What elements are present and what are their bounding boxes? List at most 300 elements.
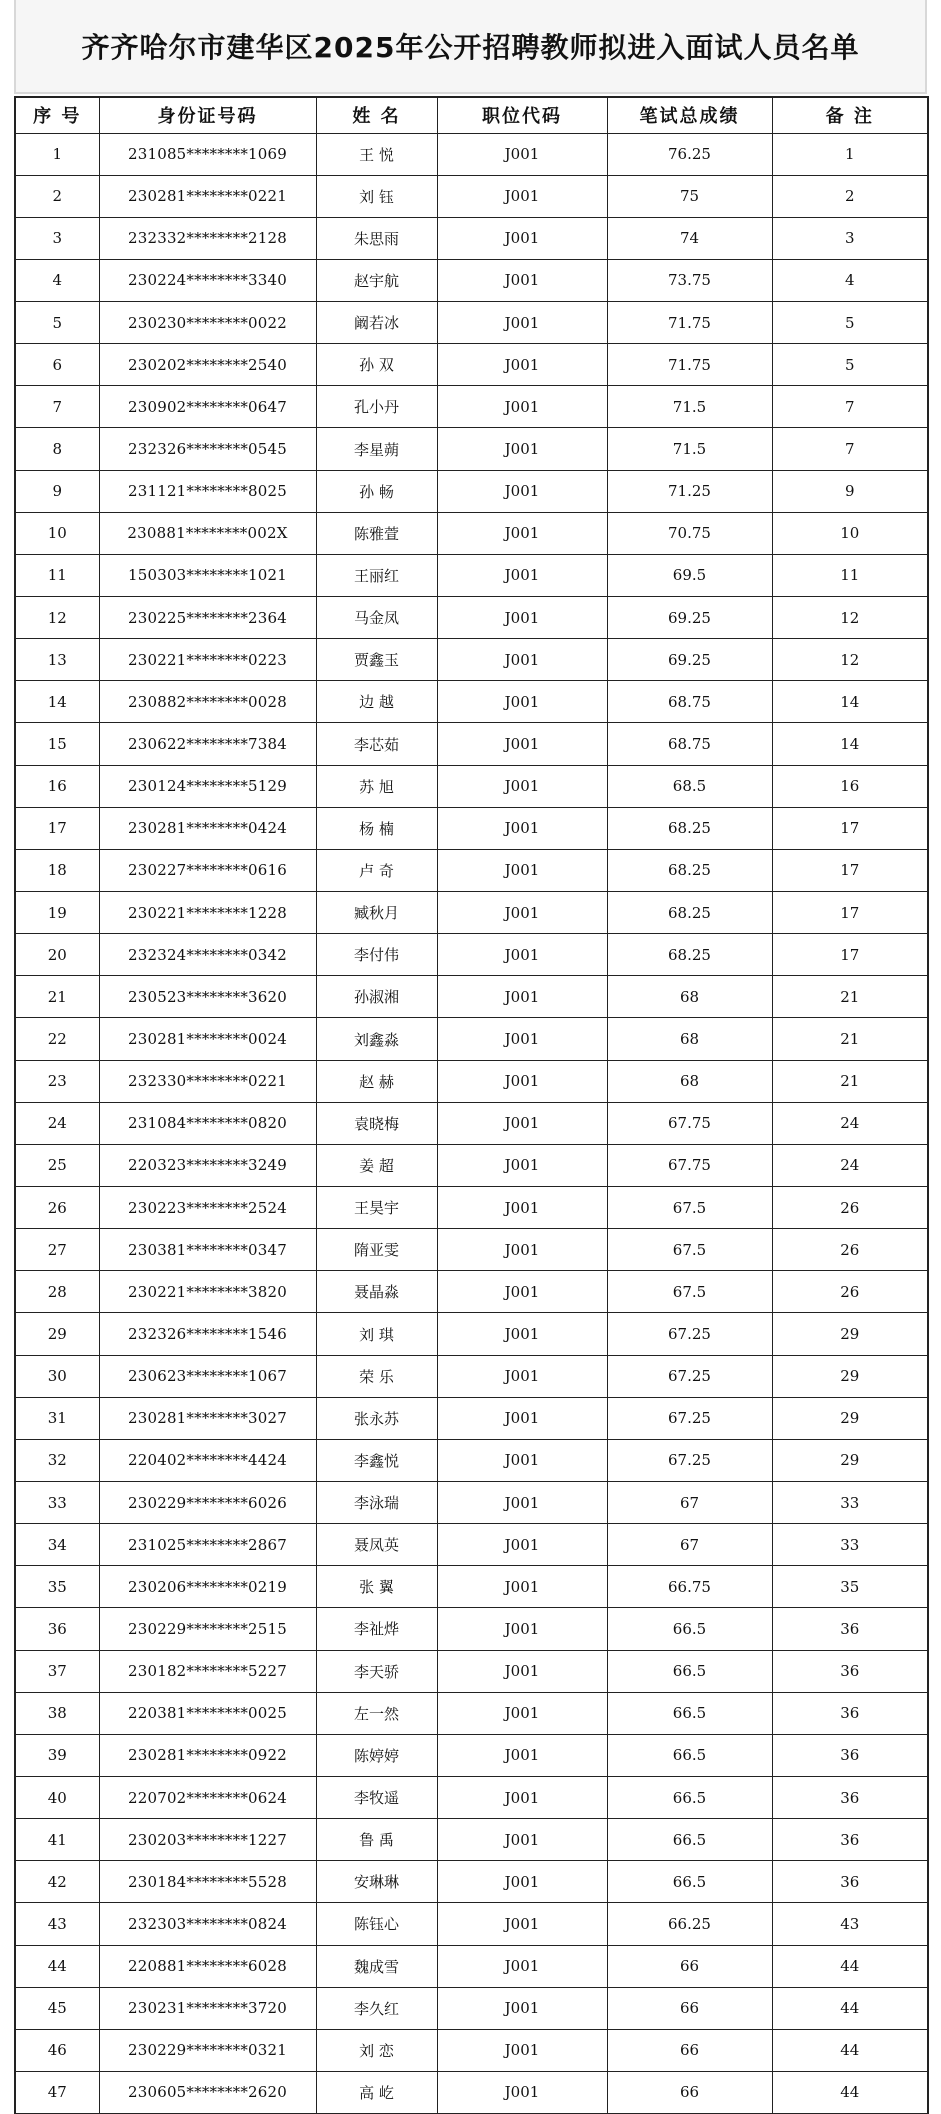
table-row [15,2071,928,2113]
cell-seq: 14 [15,681,99,723]
cell-score: 67.25 [607,1439,772,1481]
cell-seq: 18 [15,849,99,891]
cell-position: J001 [437,723,607,765]
cell-note: 29 [772,1313,928,1355]
cell-id: 220881********6028 [99,1945,316,1987]
cell-position: J001 [437,2029,607,2071]
cell-id: 230202********2540 [99,344,316,386]
cell-id: 230281********0221 [99,175,316,217]
cell-seq: 34 [15,1524,99,1566]
cell-seq: 3 [15,217,99,259]
table-row [15,765,928,807]
cell-score: 69.25 [607,639,772,681]
cell-note: 36 [772,1734,928,1776]
cell-position: J001 [437,175,607,217]
cell-seq: 33 [15,1482,99,1524]
cell-position: J001 [437,133,607,175]
table-row [15,849,928,891]
cell-score: 67.5 [607,1229,772,1271]
cell-position: J001 [437,344,607,386]
cell-seq: 23 [15,1060,99,1102]
cell-id: 230281********0424 [99,807,316,849]
cell-id: 230221********3820 [99,1271,316,1313]
table-row [15,1018,928,1060]
cell-note: 36 [772,1650,928,1692]
cell-id: 230622********7384 [99,723,316,765]
cell-id: 230182********5227 [99,1650,316,1692]
cell-id: 230229********2515 [99,1608,316,1650]
table-row [15,259,928,301]
cell-name: 刘鑫淼 [316,1018,437,1060]
cell-score: 68.75 [607,723,772,765]
table-row [15,1229,928,1271]
cell-note: 26 [772,1187,928,1229]
table-row [15,639,928,681]
cell-note: 14 [772,681,928,723]
cell-note: 35 [772,1566,928,1608]
cell-seq: 43 [15,1903,99,1945]
cell-score: 68.25 [607,849,772,891]
cell-position: J001 [437,976,607,1018]
cell-position: J001 [437,1566,607,1608]
cell-seq: 42 [15,1861,99,1903]
cell-position: J001 [437,1608,607,1650]
cell-seq: 21 [15,976,99,1018]
cell-seq: 29 [15,1313,99,1355]
cell-position: J001 [437,2071,607,2113]
candidate-table [14,96,929,2114]
table-row [15,386,928,428]
cell-name: 左一然 [316,1692,437,1734]
cell-position: J001 [437,765,607,807]
table-header-row [15,97,928,133]
cell-position: J001 [437,1271,607,1313]
cell-score: 68.25 [607,934,772,976]
cell-id: 232326********1546 [99,1313,316,1355]
cell-id: 231085********1069 [99,133,316,175]
table-row [15,1861,928,1903]
cell-score: 71.75 [607,302,772,344]
cell-seq: 17 [15,807,99,849]
cell-note: 21 [772,1018,928,1060]
cell-position: J001 [437,1987,607,2029]
table-row [15,1903,928,1945]
cell-score: 66 [607,2029,772,2071]
cell-position: J001 [437,1650,607,1692]
cell-note: 36 [772,1608,928,1650]
cell-name: 魏成雪 [316,1945,437,1987]
cell-seq: 39 [15,1734,99,1776]
cell-score: 68.25 [607,892,772,934]
cell-note: 44 [772,1987,928,2029]
cell-note: 14 [772,723,928,765]
cell-position: J001 [437,1355,607,1397]
cell-note: 26 [772,1271,928,1313]
cell-id: 230230********0022 [99,302,316,344]
cell-score: 69.25 [607,597,772,639]
cell-position: J001 [437,217,607,259]
cell-position: J001 [437,1102,607,1144]
table-row [15,892,928,934]
cell-note: 12 [772,597,928,639]
cell-seq: 13 [15,639,99,681]
cell-position: J001 [437,1861,607,1903]
cell-position: J001 [437,1144,607,1186]
cell-score: 68 [607,1018,772,1060]
cell-id: 232326********0545 [99,428,316,470]
cell-id: 231121********8025 [99,470,316,512]
cell-name: 张 翼 [316,1566,437,1608]
cell-name: 刘 钰 [316,175,437,217]
cell-note: 9 [772,470,928,512]
cell-name: 臧秋月 [316,892,437,934]
cell-score: 66.25 [607,1903,772,1945]
table-row [15,681,928,723]
cell-note: 36 [772,1692,928,1734]
cell-seq: 24 [15,1102,99,1144]
title-box [14,0,927,94]
cell-seq: 32 [15,1439,99,1481]
cell-seq: 9 [15,470,99,512]
cell-score: 66.75 [607,1566,772,1608]
cell-id: 220402********4424 [99,1439,316,1481]
cell-score: 66.5 [607,1819,772,1861]
cell-name: 李星蒴 [316,428,437,470]
cell-id: 232324********0342 [99,934,316,976]
cell-score: 68.75 [607,681,772,723]
table-row [15,554,928,596]
table-row [15,1102,928,1144]
cell-note: 29 [772,1397,928,1439]
cell-seq: 27 [15,1229,99,1271]
cell-seq: 37 [15,1650,99,1692]
cell-name: 王丽红 [316,554,437,596]
page-title: 齐齐哈尔市建华区2025年公开招聘教师拟进入面试人员名单 [81,31,860,64]
cell-score: 70.75 [607,512,772,554]
cell-seq: 12 [15,597,99,639]
cell-note: 44 [772,1945,928,1987]
cell-note: 7 [772,428,928,470]
cell-id: 220702********0624 [99,1776,316,1818]
cell-seq: 35 [15,1566,99,1608]
cell-position: J001 [437,1060,607,1102]
cell-note: 44 [772,2029,928,2071]
table-row [15,1482,928,1524]
cell-score: 71.75 [607,344,772,386]
cell-seq: 25 [15,1144,99,1186]
cell-name: 隋亚雯 [316,1229,437,1271]
cell-name: 孙 双 [316,344,437,386]
table-row [15,1608,928,1650]
table-row [15,512,928,554]
cell-name: 聂晶淼 [316,1271,437,1313]
cell-id: 230206********0219 [99,1566,316,1608]
cell-score: 67.25 [607,1355,772,1397]
cell-name: 李芯茹 [316,723,437,765]
cell-note: 12 [772,639,928,681]
cell-position: J001 [437,597,607,639]
cell-seq: 8 [15,428,99,470]
cell-id: 231025********2867 [99,1524,316,1566]
cell-seq: 45 [15,1987,99,2029]
cell-note: 29 [772,1439,928,1481]
cell-note: 43 [772,1903,928,1945]
cell-score: 71.5 [607,386,772,428]
header-note: 备 注 [772,97,928,133]
cell-position: J001 [437,554,607,596]
table-row [15,1566,928,1608]
cell-position: J001 [437,1945,607,1987]
table-row [15,217,928,259]
table-row [15,428,928,470]
cell-name: 杨 楠 [316,807,437,849]
cell-score: 68 [607,976,772,1018]
cell-name: 孙淑湘 [316,976,437,1018]
cell-position: J001 [437,470,607,512]
table-row [15,1819,928,1861]
cell-note: 17 [772,892,928,934]
cell-score: 68.25 [607,807,772,849]
cell-id: 231084********0820 [99,1102,316,1144]
cell-seq: 26 [15,1187,99,1229]
cell-seq: 30 [15,1355,99,1397]
cell-name: 刘 琪 [316,1313,437,1355]
cell-name: 李鑫悦 [316,1439,437,1481]
cell-note: 5 [772,302,928,344]
cell-score: 67.5 [607,1271,772,1313]
cell-name: 苏 旭 [316,765,437,807]
table-row [15,1060,928,1102]
cell-note: 7 [772,386,928,428]
cell-name: 孔小丹 [316,386,437,428]
cell-note: 24 [772,1144,928,1186]
table-row [15,1355,928,1397]
table-row [15,934,928,976]
cell-position: J001 [437,892,607,934]
cell-id: 220381********0025 [99,1692,316,1734]
cell-position: J001 [437,1439,607,1481]
cell-position: J001 [437,1187,607,1229]
cell-id: 230227********0616 [99,849,316,891]
table-row [15,2029,928,2071]
cell-position: J001 [437,386,607,428]
cell-note: 17 [772,849,928,891]
cell-name: 贾鑫玉 [316,639,437,681]
cell-id: 232330********0221 [99,1060,316,1102]
cell-name: 阚若冰 [316,302,437,344]
cell-id: 230605********2620 [99,2071,316,2113]
cell-id: 230281********0922 [99,1734,316,1776]
cell-name: 鲁 禹 [316,1819,437,1861]
cell-score: 71.5 [607,428,772,470]
cell-score: 75 [607,175,772,217]
cell-score: 66.5 [607,1861,772,1903]
cell-score: 66.5 [607,1734,772,1776]
cell-seq: 41 [15,1819,99,1861]
table-row [15,1313,928,1355]
cell-position: J001 [437,1018,607,1060]
cell-name: 张永苏 [316,1397,437,1439]
cell-id: 230281********3027 [99,1397,316,1439]
cell-score: 66 [607,2071,772,2113]
header-id: 身份证号码 [99,97,316,133]
cell-name: 李牧遥 [316,1776,437,1818]
table-row [15,1945,928,1987]
header-score: 笔试总成绩 [607,97,772,133]
cell-score: 66.5 [607,1608,772,1650]
cell-note: 36 [772,1819,928,1861]
cell-note: 44 [772,2071,928,2113]
cell-note: 5 [772,344,928,386]
cell-name: 姜 超 [316,1144,437,1186]
cell-id: 230124********5129 [99,765,316,807]
cell-id: 230882********0028 [99,681,316,723]
cell-score: 67.5 [607,1187,772,1229]
cell-note: 33 [772,1524,928,1566]
cell-name: 卢 奇 [316,849,437,891]
cell-id: 230623********1067 [99,1355,316,1397]
cell-id: 230881********002X [99,512,316,554]
table-row [15,1397,928,1439]
cell-note: 1 [772,133,928,175]
cell-name: 安琳琳 [316,1861,437,1903]
cell-id: 230224********3340 [99,259,316,301]
table-row [15,723,928,765]
table-row [15,1734,928,1776]
cell-id: 230523********3620 [99,976,316,1018]
cell-position: J001 [437,639,607,681]
cell-name: 赵 赫 [316,1060,437,1102]
table-row [15,1439,928,1481]
cell-position: J001 [437,1734,607,1776]
cell-position: J001 [437,1397,607,1439]
cell-position: J001 [437,1819,607,1861]
cell-seq: 28 [15,1271,99,1313]
cell-score: 68 [607,1060,772,1102]
cell-seq: 20 [15,934,99,976]
cell-seq: 11 [15,554,99,596]
cell-note: 26 [772,1229,928,1271]
cell-id: 230229********0321 [99,2029,316,2071]
cell-score: 67 [607,1482,772,1524]
cell-id: 230221********0223 [99,639,316,681]
table-row [15,344,928,386]
cell-note: 24 [772,1102,928,1144]
cell-name: 朱思雨 [316,217,437,259]
table-row [15,1776,928,1818]
cell-name: 李久红 [316,1987,437,2029]
cell-name: 王 悦 [316,133,437,175]
cell-note: 29 [772,1355,928,1397]
cell-name: 赵宇航 [316,259,437,301]
cell-note: 33 [772,1482,928,1524]
cell-id: 230221********1228 [99,892,316,934]
cell-score: 67.75 [607,1144,772,1186]
cell-note: 17 [772,807,928,849]
header-position: 职位代码 [437,97,607,133]
cell-name: 王昊宇 [316,1187,437,1229]
cell-score: 74 [607,217,772,259]
cell-id: 230902********0647 [99,386,316,428]
cell-position: J001 [437,1524,607,1566]
header-seq: 序 号 [15,97,99,133]
cell-seq: 7 [15,386,99,428]
cell-position: J001 [437,259,607,301]
cell-name: 陈雅萱 [316,512,437,554]
cell-score: 66 [607,1987,772,2029]
cell-score: 66.5 [607,1650,772,1692]
cell-name: 李付伟 [316,934,437,976]
cell-seq: 47 [15,2071,99,2113]
cell-id: 230229********6026 [99,1482,316,1524]
table-row [15,1692,928,1734]
cell-id: 150303********1021 [99,554,316,596]
cell-seq: 40 [15,1776,99,1818]
table-row [15,1187,928,1229]
cell-note: 17 [772,934,928,976]
cell-note: 36 [772,1776,928,1818]
cell-name: 聂凤英 [316,1524,437,1566]
cell-seq: 2 [15,175,99,217]
table-row [15,1144,928,1186]
cell-position: J001 [437,1229,607,1271]
cell-score: 71.25 [607,470,772,512]
cell-name: 孙 畅 [316,470,437,512]
cell-seq: 10 [15,512,99,554]
header-name: 姓 名 [316,97,437,133]
cell-seq: 46 [15,2029,99,2071]
cell-name: 袁晓梅 [316,1102,437,1144]
cell-name: 李泳瑞 [316,1482,437,1524]
cell-seq: 19 [15,892,99,934]
table-row [15,302,928,344]
cell-name: 高 屹 [316,2071,437,2113]
cell-name: 李天骄 [316,1650,437,1692]
cell-id: 230231********3720 [99,1987,316,2029]
cell-seq: 5 [15,302,99,344]
cell-seq: 6 [15,344,99,386]
cell-note: 3 [772,217,928,259]
cell-name: 荣 乐 [316,1355,437,1397]
cell-id: 230225********2364 [99,597,316,639]
cell-id: 230223********2524 [99,1187,316,1229]
cell-note: 21 [772,976,928,1018]
table-body [15,133,928,2114]
cell-score: 66.5 [607,1692,772,1734]
cell-position: J001 [437,1482,607,1524]
cell-note: 4 [772,259,928,301]
cell-note: 16 [772,765,928,807]
cell-seq: 1 [15,133,99,175]
cell-name: 陈钰心 [316,1903,437,1945]
cell-position: J001 [437,934,607,976]
cell-name: 李祉烨 [316,1608,437,1650]
table-row [15,1524,928,1566]
cell-id: 230184********5528 [99,1861,316,1903]
cell-id: 232303********0824 [99,1903,316,1945]
table-row [15,1987,928,2029]
cell-seq: 36 [15,1608,99,1650]
cell-score: 67.25 [607,1397,772,1439]
cell-seq: 15 [15,723,99,765]
cell-note: 2 [772,175,928,217]
cell-id: 230281********0024 [99,1018,316,1060]
cell-score: 67 [607,1524,772,1566]
cell-position: J001 [437,1692,607,1734]
table-row [15,976,928,1018]
cell-name: 刘 恋 [316,2029,437,2071]
cell-score: 66 [607,1945,772,1987]
